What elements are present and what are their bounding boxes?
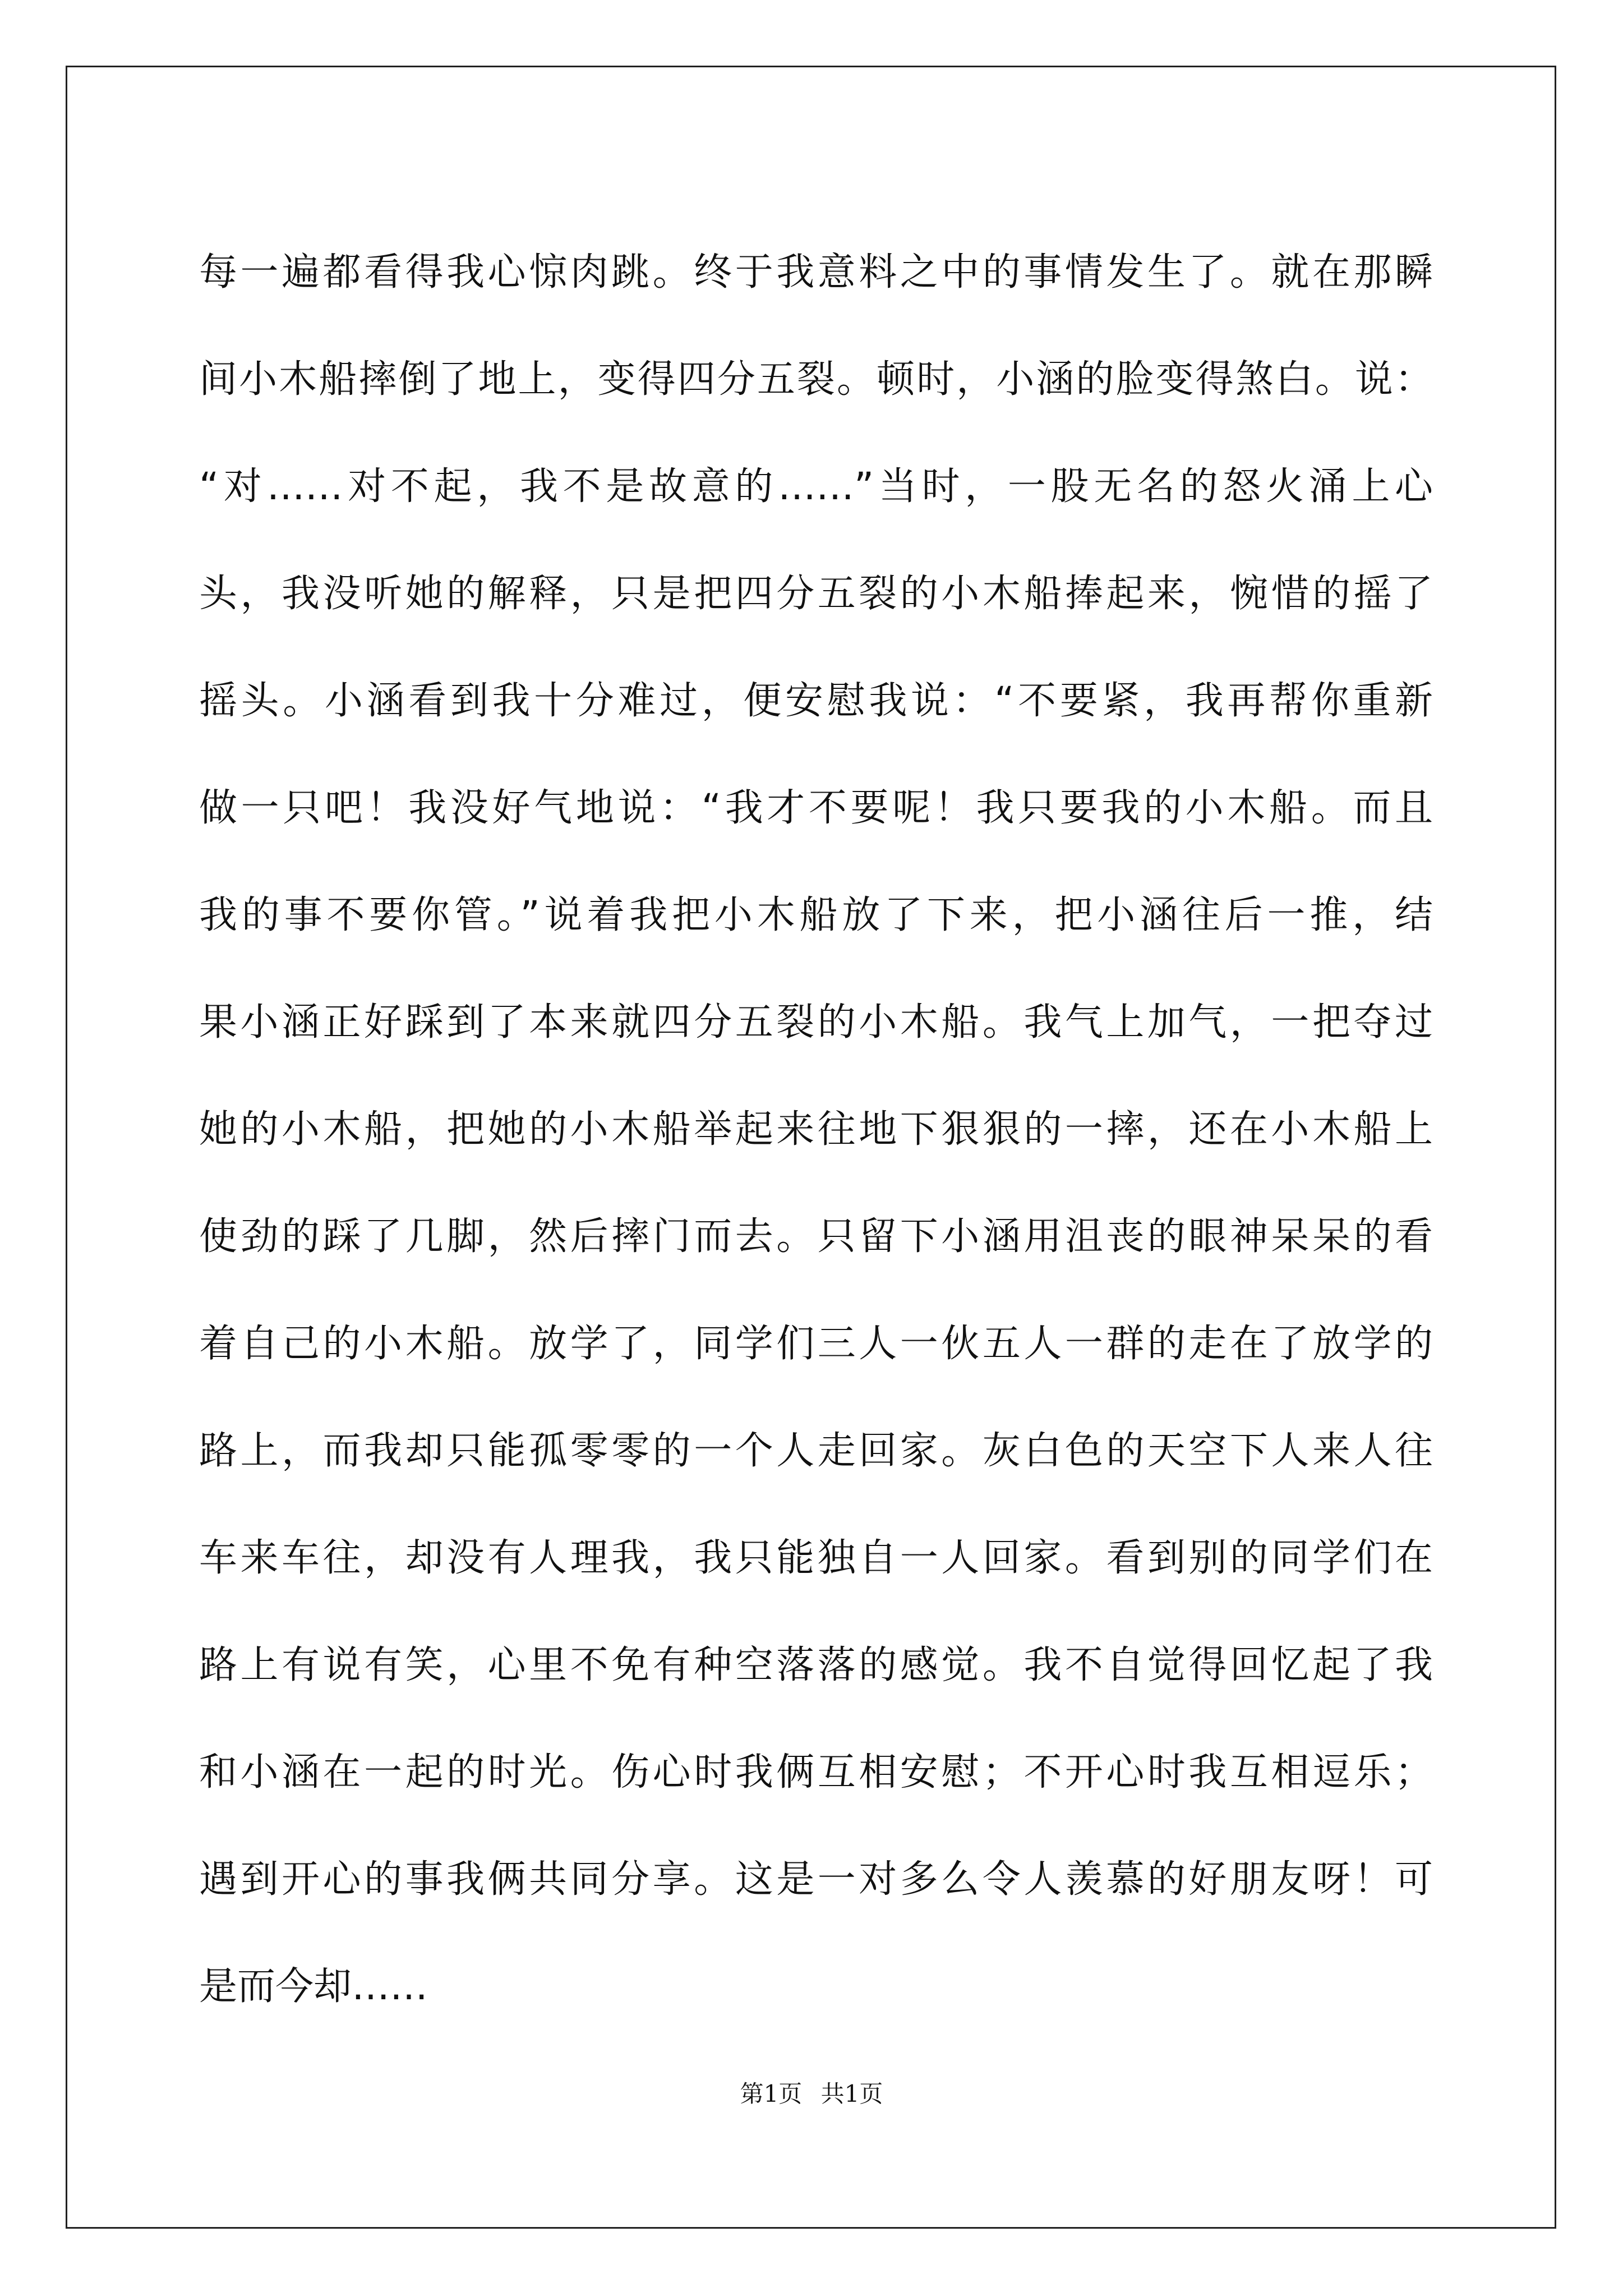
- text-line: 头，我没听她的解释，只是把四分五裂的小木船捧起来，惋惜的摇了: [199, 572, 1433, 616]
- text-line: 和小涵在一起的时光。伤心时我俩互相安慰；不开心时我互相逗乐；: [199, 1750, 1433, 1795]
- document-body: [199, 219, 1433, 2040]
- text-line: 果小涵正好踩到了本来就四分五裂的小木船。我气上加气，一把夺过: [199, 1000, 1433, 1045]
- text-line: 使劲的踩了几脚，然后摔门而去。只留下小涵用沮丧的眼神呆呆的看: [199, 1214, 1433, 1259]
- text-line: 车来车往，却没有人理我，我只能独自一人回家。看到别的同学们在: [199, 1536, 1433, 1580]
- text-line: 是而今却……: [199, 1964, 428, 2009]
- text-line: “对……对不起，我不是故意的……”当时，一股无名的怒火涌上心: [199, 464, 1433, 509]
- page-footer: [0, 2076, 1623, 2109]
- text-line: 着自己的小木船。放学了，同学们三人一伙五人一群的走在了放学的: [199, 1322, 1433, 1366]
- text-line: 路上有说有笑，心里不免有种空落落的感觉。我不自觉得回忆起了我: [199, 1643, 1433, 1687]
- text-line: 遇到开心的事我俩共同分享。这是一对多么令人羡慕的好朋友呀！可: [199, 1857, 1433, 1902]
- text-line: 做一只吧！我没好气地说：“我才不要呢！我只要我的小木船。而且: [199, 786, 1433, 830]
- page-number: 第1页: [740, 2080, 803, 2108]
- text-line: 路上，而我却只能孤零零的一个人走回家。灰白色的天空下人来人往: [199, 1429, 1433, 1473]
- text-line: 她的小木船，把她的小木船举起来往地下狠狠的一摔，还在小木船上: [199, 1107, 1433, 1152]
- text-line: 摇头。小涵看到我十分难过，便安慰我说：“不要紧，我再帮你重新: [199, 679, 1433, 723]
- text-line: 我的事不要你管。”说着我把小木船放了下来，把小涵往后一推，结: [199, 893, 1433, 937]
- text-line: 间小木船摔倒了地上，变得四分五裂。顿时，小涵的脸变得煞白。说：: [199, 357, 1433, 402]
- text-line: 每一遍都看得我心惊肉跳。终于我意料之中的事情发生了。就在那瞬: [199, 250, 1433, 295]
- page-total: 共1页: [820, 2080, 883, 2108]
